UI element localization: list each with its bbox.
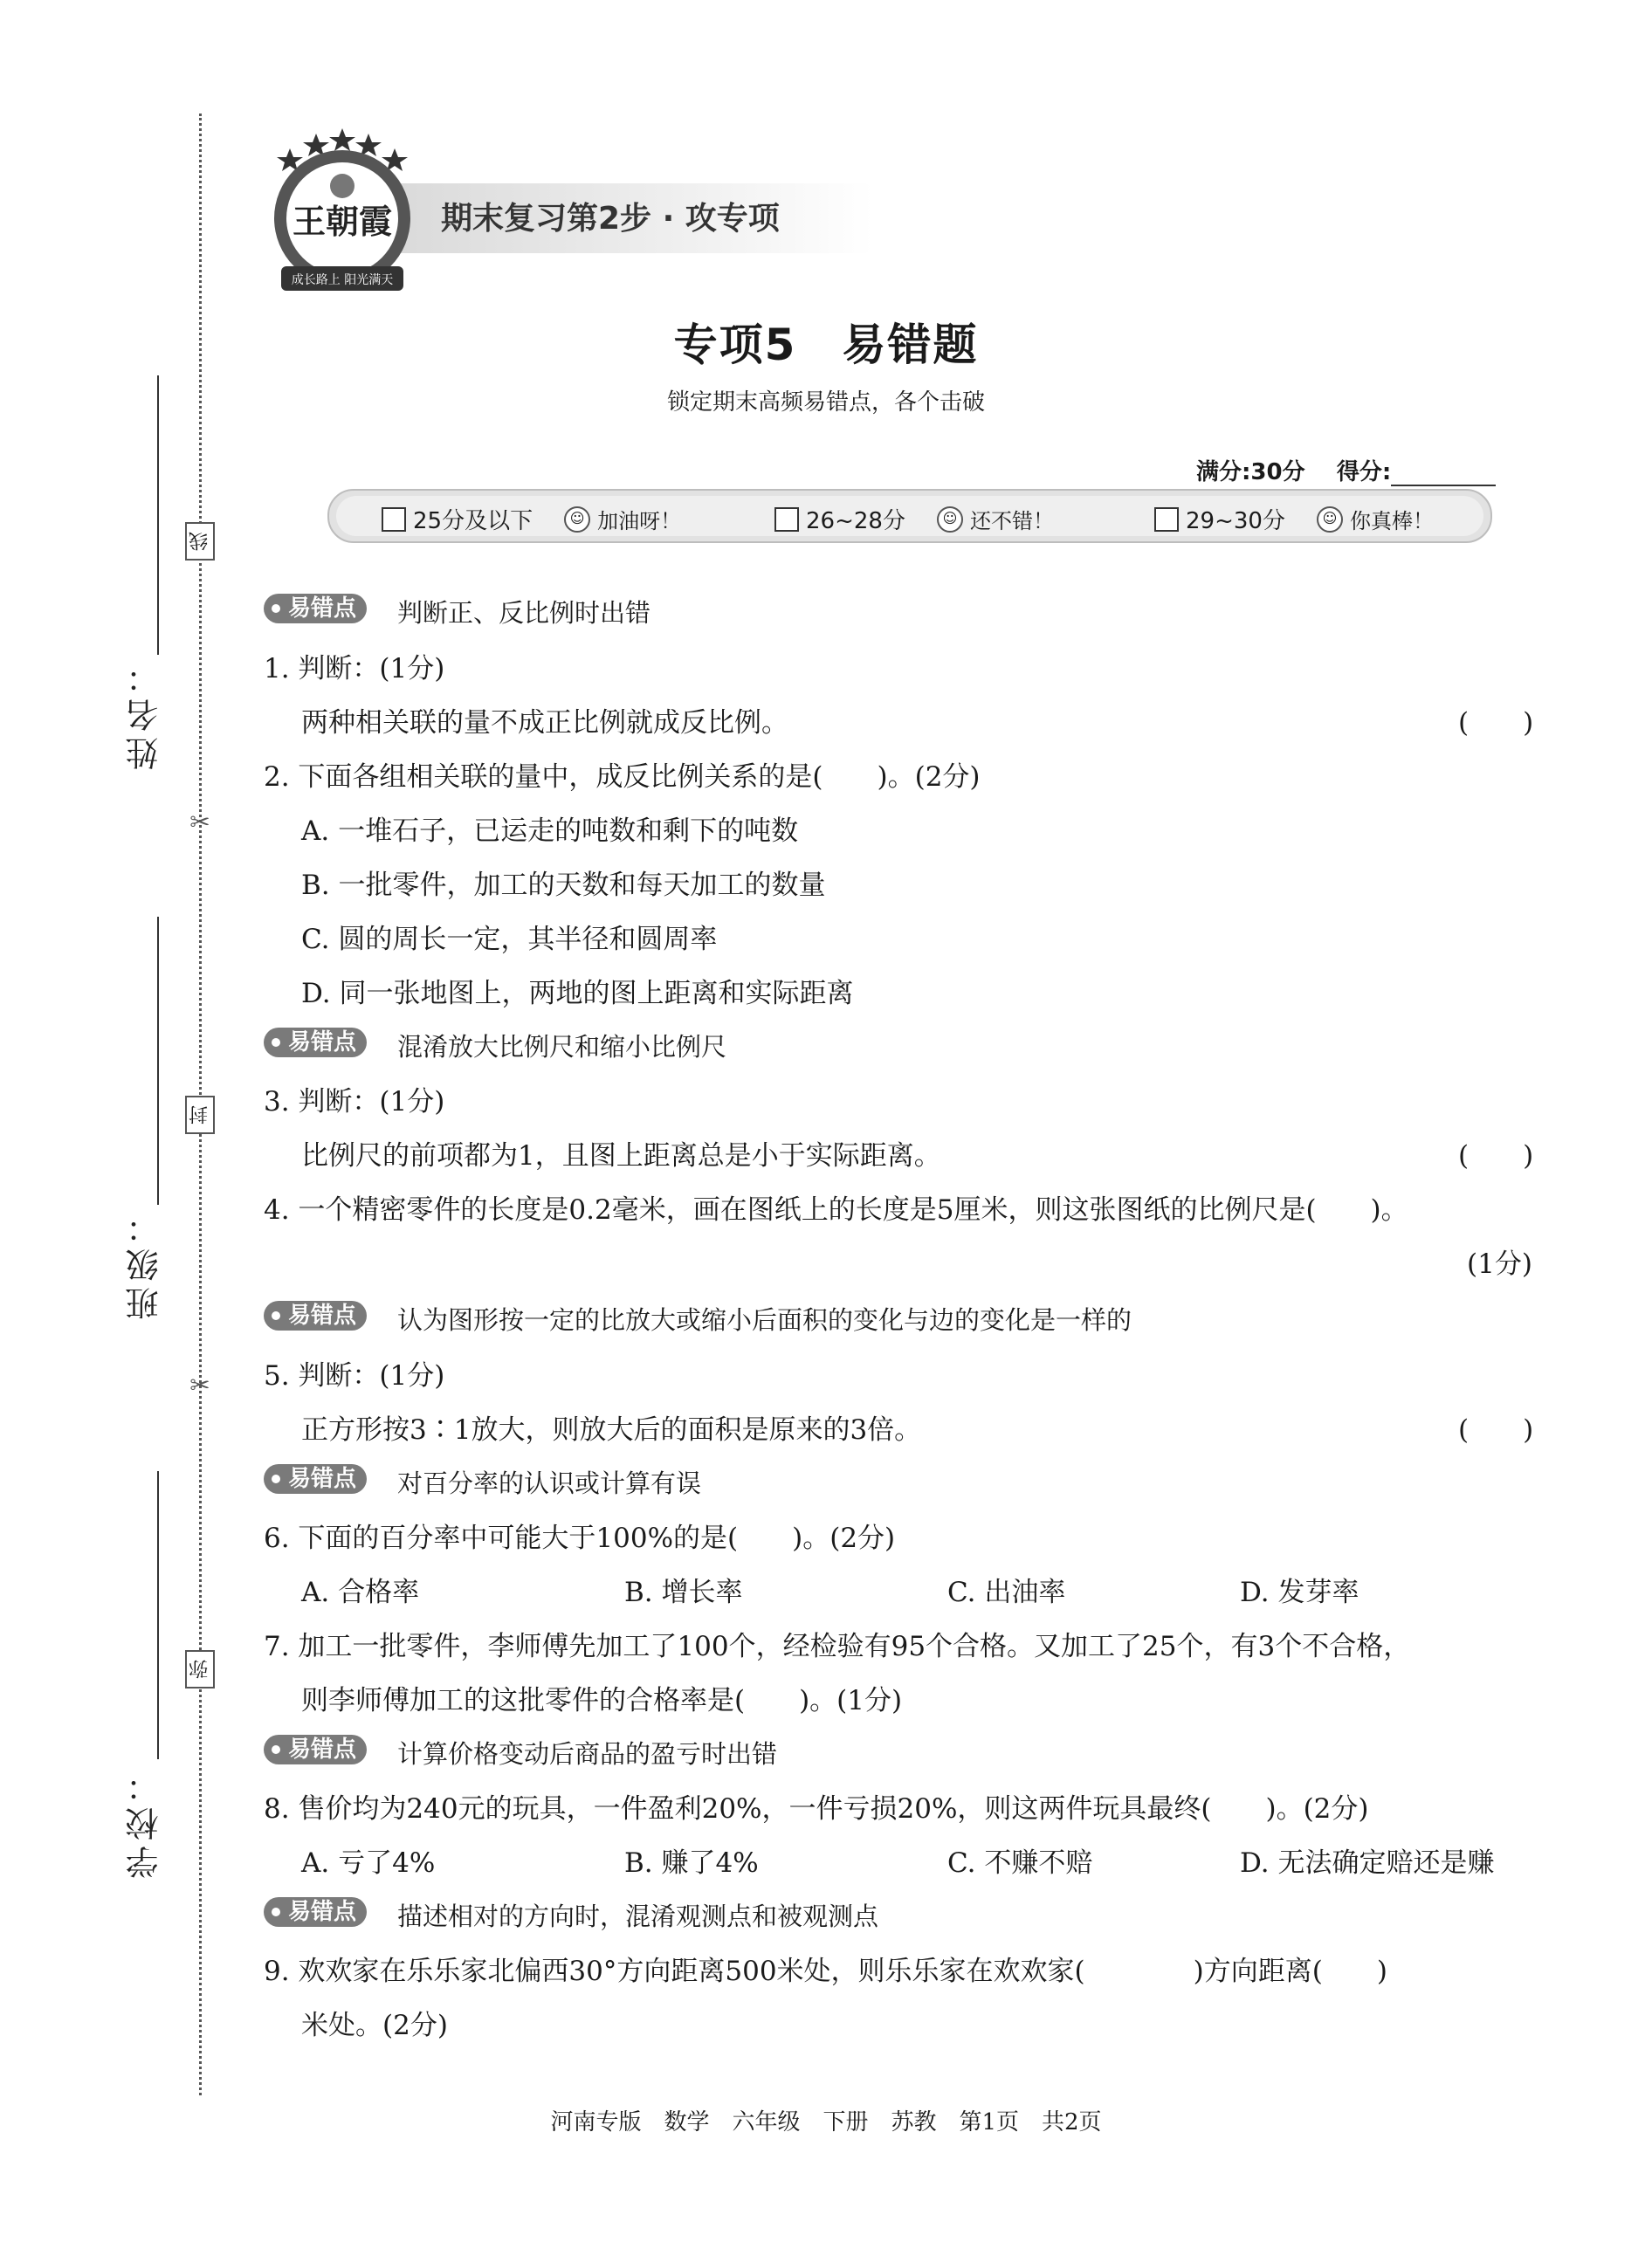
question-9: 9. 欢欢家在乐乐家北偏西30°方向距离500米处，则乐乐家在欢欢家( )方向距离( ) [264,1956,1387,1987]
option-b: B. 赚了4% [624,1847,759,1879]
question-1: 1. 判断：(1分) [264,653,445,684]
banner-text: 期末复习第2步 · 攻专项 [441,201,780,237]
page-title: 专项5 易错题 [673,320,979,370]
class-label: 班级： [126,1205,164,1320]
grade-option-high [1154,503,1434,535]
cut-mark-line: 线 [185,522,215,561]
grade-range: 29~30分 [1186,508,1285,534]
page-subtitle: 锁定期末高频易错点，各个击破 [666,389,985,416]
answer-blank[interactable]: ( ) [1458,707,1534,739]
question-7-cont: 则李师傅加工的这批零件的合格率是( )。(1分) [301,1685,903,1716]
question-5: 5. 判断：(1分) [264,1360,445,1392]
option-a: A. 亏了4% [301,1847,436,1879]
error-point-tag: 易错点 [264,1735,367,1764]
logo-text: 王朝霞 [292,202,393,241]
section-title: 描述相对的方向时，混淆观测点和被观测点 [397,1902,879,1931]
option-c: C. 圆的周长一定，其半径和圆周率 [301,924,718,955]
score-line [1196,454,1496,486]
grade-checkbox[interactable] [774,507,799,532]
question-5-body: 正方形按3∶1放大，则放大后的面积是原来的3倍。 [301,1414,922,1446]
cheer-face-icon: ☺ [564,506,590,533]
question-4-score: (1分) [1467,1248,1532,1280]
option-d: D. 同一张地图上，两地的图上距离和实际距离 [301,978,854,1009]
name-label: 姓名： [126,655,164,770]
happy-face-icon: ☺ [1317,506,1343,533]
section-title: 对百分率的认识或计算有误 [397,1468,702,1498]
error-point-tag: 易错点 [264,1301,367,1331]
answer-blank[interactable]: ( ) [1458,1414,1534,1446]
question-8: 8. 售价均为240元的玩具，一件盈利20%，一件亏损20%，则这两件玩具最终( )。(2分) [264,1793,1369,1825]
full-score: 满分:30分 [1196,459,1305,485]
question-3-body: 比例尺的前项都为1，且图上距离总是小于实际距离。 [301,1140,941,1172]
grade-range: 25分及以下 [413,508,533,534]
grade-comment: 加油呀！ [597,509,682,533]
question-1-body: 两种相关联的量不成正比例就成反比例。 [301,707,788,739]
school-label: 学校： [126,1764,164,1879]
cut-mark-seal: 封 [185,1096,215,1134]
option-d: D. 无法确定赔还是赚 [1240,1847,1495,1879]
question-2: 2. 下面各组相关联的量中，成反比例关系的是( )。(2分) [264,761,981,793]
scissors-icon: ✂ [189,1371,210,1400]
section-title: 认为图形按一定的比放大或缩小后面积的变化与边的变化是一样的 [397,1305,1132,1335]
class-underline [157,917,159,1205]
answer-blank[interactable]: ( ) [1458,1140,1534,1172]
error-point-tag: 易错点 [264,1464,367,1494]
question-4: 4. 一个精密零件的长度是0.2毫米，画在图纸上的长度是5厘米，则这张图纸的比例尺是( )。 [264,1194,1408,1226]
grade-checkbox[interactable] [382,507,406,532]
grade-comment: 你真棒！ [1349,509,1434,533]
option-a: A. 合格率 [301,1577,420,1608]
page-footer: 河南专版 数学 六年级 下册 苏教 第1页 共2页 [550,2109,1102,2136]
name-underline [157,375,159,655]
option-b: B. 一批零件，加工的天数和每天加工的数量 [301,870,826,901]
question-6: 6. 下面的百分率中可能大于100%的是( )。(2分) [264,1523,896,1554]
logo-slogan: 成长路上 阳光满天 [291,273,394,287]
school-underline [157,1471,159,1759]
score-blank[interactable] [1391,464,1496,486]
section-title: 判断正、反比例时出错 [397,598,651,628]
error-point-tag: 易错点 [264,1028,367,1057]
grade-comment: 还不错！ [969,509,1054,533]
option-d: D. 发芽率 [1240,1577,1359,1608]
question-9-cont: 米处。(2分) [301,2010,448,2041]
grade-option-mid [774,503,1054,535]
score-label: 得分: [1336,459,1392,485]
option-c: C. 出油率 [947,1577,1066,1608]
smile-face-icon: ☺ [937,506,963,533]
section-title: 混淆放大比例尺和缩小比例尺 [397,1032,727,1062]
cut-mark-close: 弥 [185,1650,215,1688]
brand-logo [255,118,430,301]
grade-bar [327,489,1492,543]
option-a: A. 一堆石子，已运走的吨数和剩下的吨数 [301,815,799,847]
option-b: B. 增长率 [624,1577,743,1608]
question-7: 7. 加工一批零件，李师傅先加工了100个，经检验有95个合格。又加工了25个，有3个不合格， [264,1631,1411,1662]
option-c: C. 不赚不赔 [947,1847,1093,1879]
scissors-icon: ✂ [189,808,210,836]
section-title: 计算价格变动后商品的盈亏时出错 [397,1739,778,1769]
grade-range: 26~28分 [806,508,905,534]
error-point-tag: 易错点 [264,594,367,623]
question-3: 3. 判断：(1分) [264,1086,445,1118]
grade-checkbox[interactable] [1154,507,1179,532]
error-point-tag: 易错点 [264,1897,367,1927]
grade-option-low [382,503,681,535]
